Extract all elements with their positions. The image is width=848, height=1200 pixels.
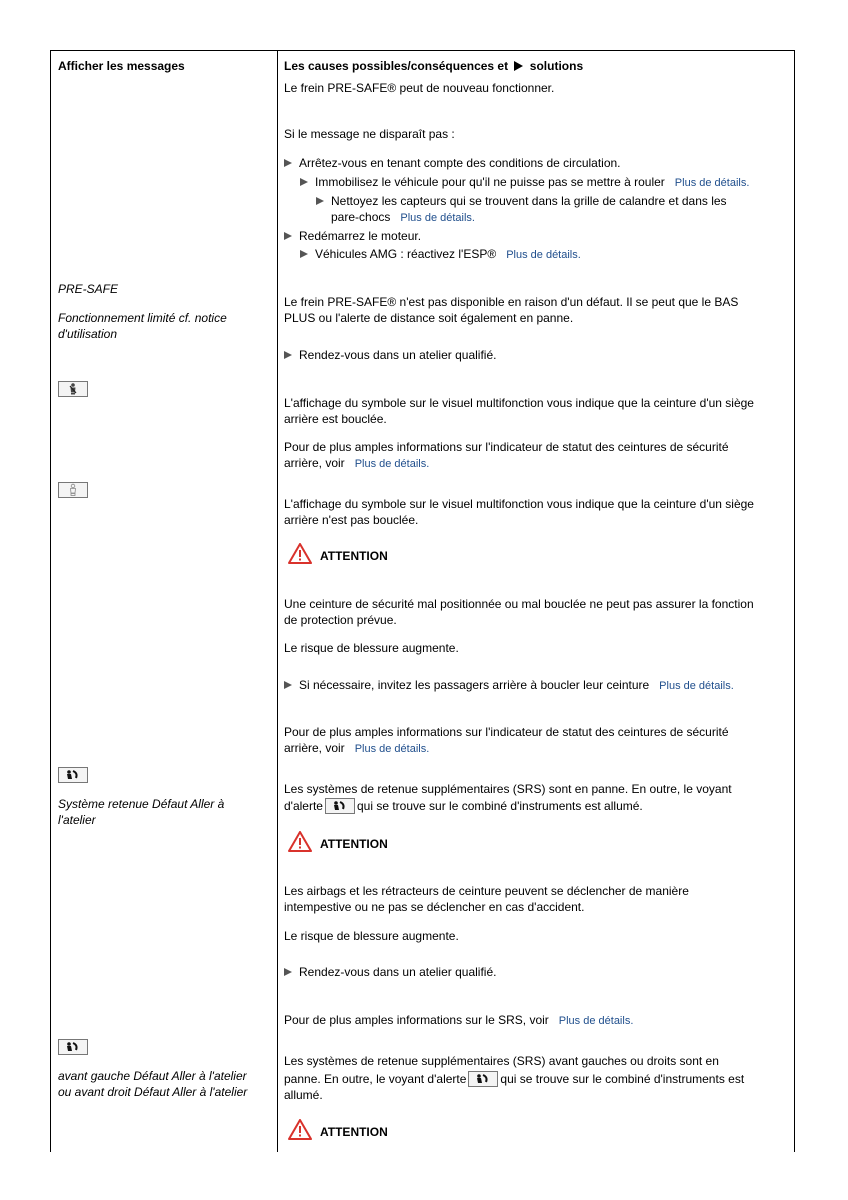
table-left-border [50,50,51,1152]
step-workshop-2: Rendez-vous dans un atelier qualifié. [284,964,496,980]
paragraph-presafe-unavailable-2: PLUS ou l'alerte de distance soit également en panne. [284,311,574,325]
paragraph-presafe-ok: Le frein PRE-SAFE® peut de nouveau fonctionner. [284,81,555,95]
warning-triangle-icon [288,1119,312,1140]
header-col2-text: Les causes possibles/conséquences et [284,59,509,73]
header-col2-solutions: solutions [529,59,584,73]
step-workshop: Rendez-vous dans un atelier qualifié. [284,347,496,363]
table-right-border [794,50,795,1152]
paragraph-airbags-1: Les airbags et les rétracteurs de ceinture peuvent se déclencher de manière [284,884,689,898]
paragraph-belt-risk-1: Une ceinture de sécurité mal positionnée ou mal bouclée ne peut pas assurer la fonction [284,597,754,611]
step-clean-sensors-line2: pare-chocs Plus de détails. [331,210,475,224]
paragraph-belt-info-2: arrière, voir Plus de détails. [284,456,430,470]
step-amg-esp: Véhicules AMG : réactivez l'ESP® Plus de détails. [300,246,581,263]
srs-warning-icon [325,798,355,814]
paragraph-srs-info: Pour de plus amples informations sur le SRS, voir Plus de détails. [284,1013,634,1027]
belt-fastened-icon [58,381,88,397]
header-arrow-icon [514,61,523,71]
paragraph-front-srs-3: allumé. [284,1088,323,1102]
step-immobilize: Immobilisez le véhicule pour qu'il ne puisse pas se mettre à rouler Plus de détails. [300,174,749,191]
presafe-subtitle-line1: Fonctionnement limité cf. notice [58,311,227,325]
header-col2 [284,58,583,74]
step-invite-passengers: Si nécessaire, invitez les passagers arrière à boucler leur ceinture Plus de détails. [284,677,734,694]
presafe-subtitle-line2: d'utilisation [58,327,117,341]
step-stop [284,155,621,171]
details-link[interactable]: Plus de détails [354,743,427,755]
details-link[interactable]: Plus de détails [659,680,731,692]
step-arrow-icon [284,681,292,689]
step-arrow-icon [284,968,292,976]
paragraph-front-srs-1: Les systèmes de retenue supplémentaires (SRS) avant gauches ou droits sont en [284,1054,719,1068]
details-link[interactable]: Plus de détails [354,458,427,470]
step-restart [284,228,421,244]
header-col1: Afficher les messages [58,59,185,73]
step-stop-text: Arrêtez-vous en tenant compte des conditions de circulation. [299,156,621,170]
details-link[interactable]: Plus de détails [506,249,578,261]
attention-label: ATTENTION [320,549,388,563]
paragraph-belt-info-1: Pour de plus amples informations sur l'indicateur de statut des ceintures de sécurité [284,440,729,454]
paragraph-belt-risk-2: de protection prévue. [284,613,397,627]
step-clean-sensors-text: Nettoyez les capteurs qui se trouvent dans la grille de calandre et dans les [331,194,727,208]
warning-triangle-icon [288,831,312,852]
presafe-title: PRE-SAFE [58,282,119,296]
paragraph-belt-fastened-2: arrière est bouclée. [284,412,387,426]
paragraph-front-srs-2: panne. En outre, le voyant d'alerte qui se trouve sur le combiné d'instruments est [284,1072,745,1086]
paragraph-srs-fault-1: Les systèmes de retenue supplémentaires (SRS) sont en panne. En outre, le voyant [284,782,732,796]
attention-label: ATTENTION [320,837,388,851]
srs-warning-icon [468,1071,498,1087]
step-arrow-icon [284,351,292,359]
table-top-border [50,50,795,51]
paragraph-belt-info2-2: arrière, voir Plus de détails. [284,741,430,755]
srs-title-line2: l'atelier [58,813,96,827]
paragraph-presafe-unavailable-1: Le frein PRE-SAFE® n'est pas disponible en raison d'un défaut. Il se peut que le BAS [284,295,739,309]
paragraph-belt-fastened-1: L'affichage du symbole sur le visuel multifonction vous indique que la ceinture d'un siège [284,396,754,410]
paragraph-belt-info2-1: Pour de plus amples informations sur l'indicateur de statut des ceintures de sécurité [284,725,729,739]
srs-warning-icon [58,767,88,783]
step-arrow-icon [284,159,292,167]
paragraph-belt-unfastened-1: L'affichage du symbole sur le visuel multifonction vous indique que la ceinture d'un siège [284,497,754,511]
belt-unfastened-icon [58,482,88,498]
srs-title-line1: Système retenue Défaut Aller à [58,797,225,811]
step-arrow-icon [316,197,324,205]
attention-label: ATTENTION [320,1125,388,1139]
details-link[interactable]: Plus de détails [674,177,747,189]
front-srs-line1: avant gauche Défaut Aller à l'atelier [58,1069,247,1083]
srs-front-warning-icon [58,1039,88,1055]
paragraph-belt-unfastened-2: arrière n'est pas bouclée. [284,513,419,527]
details-link[interactable]: Plus de détails [558,1015,631,1027]
paragraph-injury-risk-2: Le risque de blessure augmente. [284,929,459,943]
step-arrow-icon [300,178,308,186]
step-arrow-icon [300,250,308,258]
step-arrow-icon [284,232,292,240]
step-restart-text: Redémarrez le moteur. [299,229,422,243]
front-srs-line2: ou avant droit Défaut Aller à l'atelier [58,1085,248,1099]
step-clean-sensors [316,193,727,209]
paragraph-srs-fault-2: d'alerte qui se trouve sur le combiné d'instruments est allumé. [284,799,643,813]
paragraph-if-persists: Si le message ne disparaît pas : [284,127,455,141]
table-column-divider [277,50,278,1152]
step-amg-esp-text: Véhicules AMG : réactivez l'ESP® [315,247,497,261]
paragraph-airbags-2: intempestive ou ne pas se déclencher en cas d'accident. [284,900,585,914]
details-link[interactable]: Plus de détails [400,212,472,224]
warning-triangle-icon [288,543,312,564]
paragraph-injury-risk: Le risque de blessure augmente. [284,641,459,655]
step-immobilize-text: Immobilisez le véhicule pour qu'il ne puisse pas se mettre à rouler [315,175,665,189]
